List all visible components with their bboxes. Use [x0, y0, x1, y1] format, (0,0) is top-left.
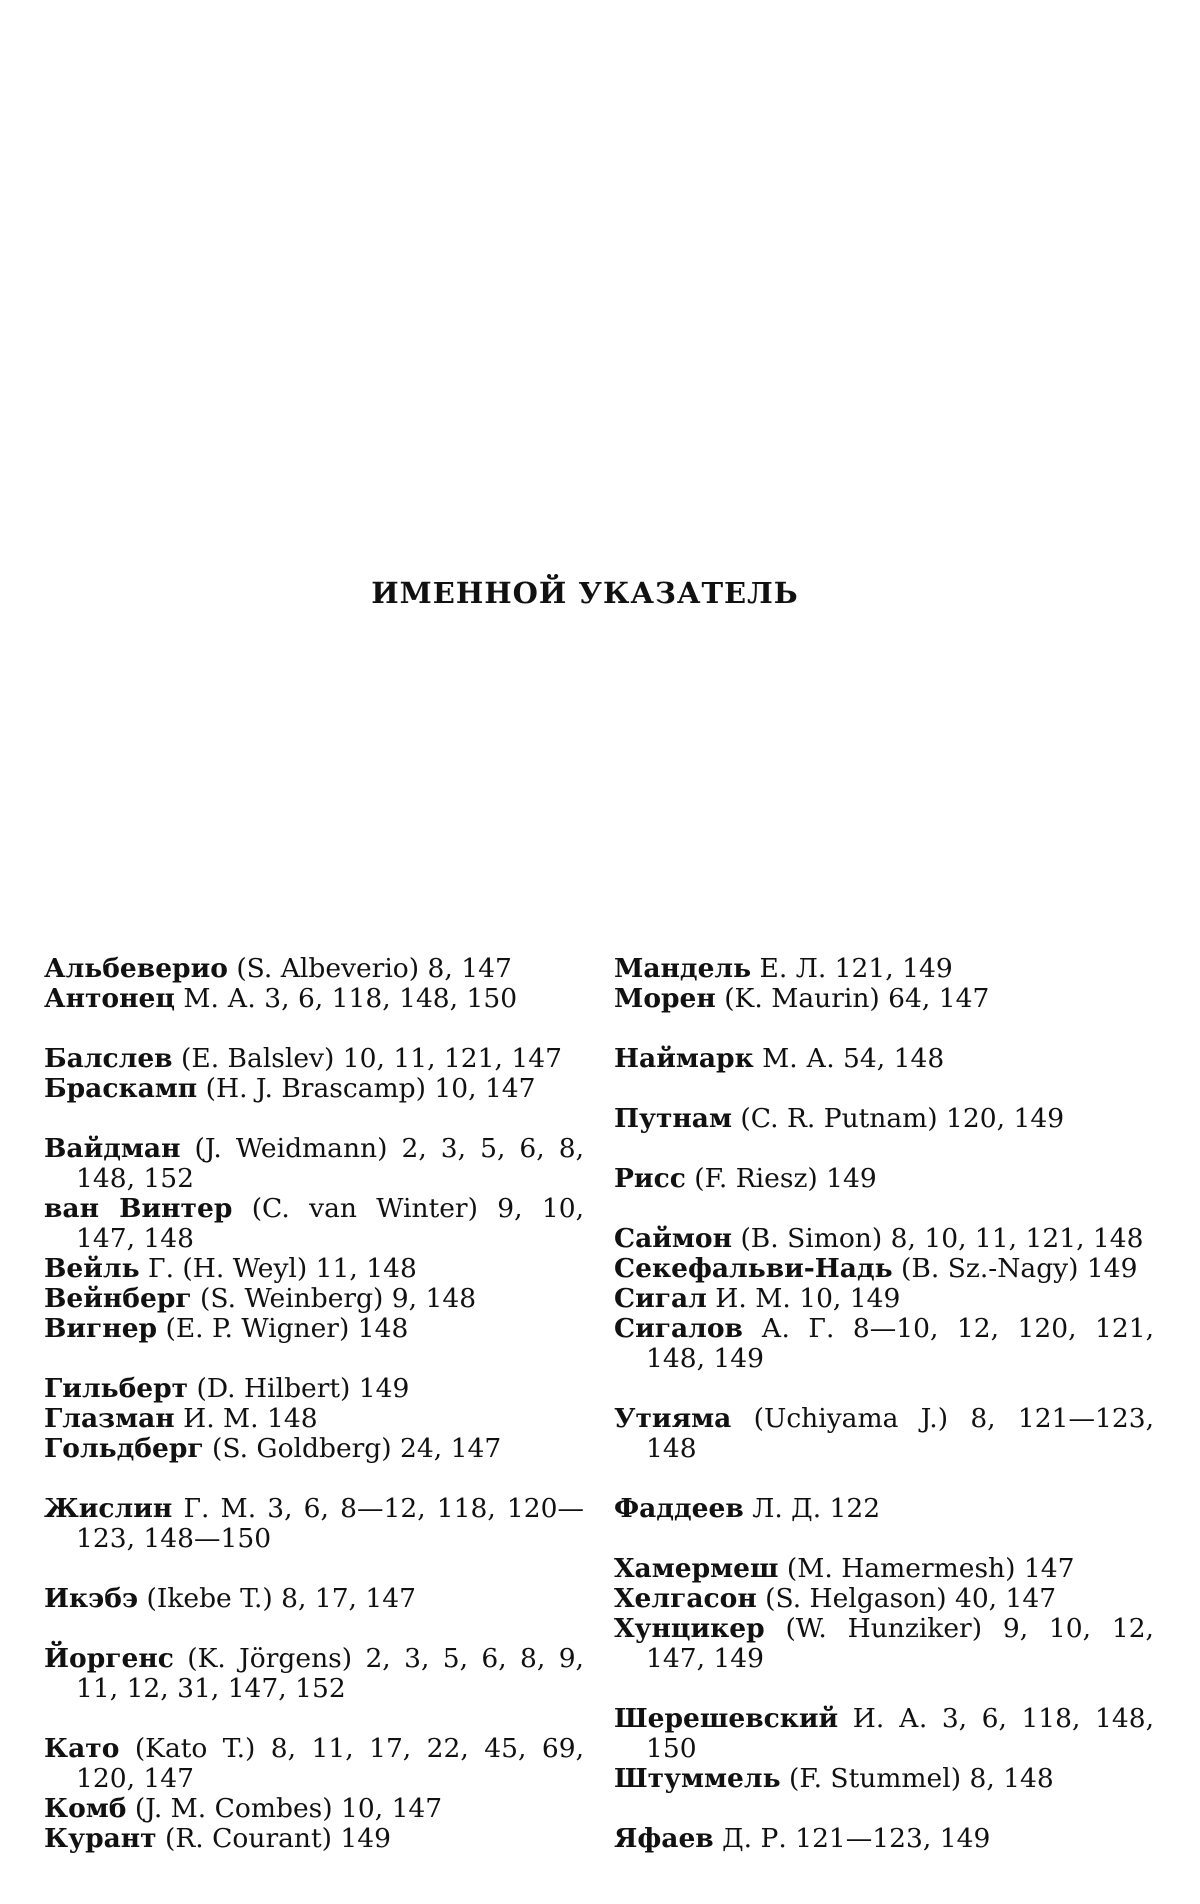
entry-references: Л. Д. 122 — [743, 1493, 881, 1524]
index-column-left — [44, 954, 584, 1854]
index-entry — [614, 1824, 1154, 1854]
index-letter-group — [614, 1494, 1154, 1524]
entry-name: Секефальви-Надь — [614, 1253, 893, 1284]
entry-references: М. А. 3, 6, 118, 148, 150 — [174, 983, 518, 1014]
index-entry — [614, 1314, 1154, 1374]
entry-name: Вейль — [44, 1253, 140, 1284]
index-entry — [44, 1254, 584, 1284]
index-letter-group — [614, 1824, 1154, 1854]
index-letter-group — [614, 954, 1154, 1014]
index-entry — [44, 1734, 584, 1794]
entry-references: (J. Weidmann) 2, 3, 5, 6, 8, 148, 152 — [76, 1133, 584, 1194]
index-letter-group — [44, 954, 584, 1014]
entry-name: Браскамп — [44, 1073, 198, 1104]
entry-references: (R. Courant) 149 — [156, 1823, 391, 1854]
entry-references: (M. Hamermesh) 147 — [778, 1553, 1075, 1584]
index-entry — [614, 954, 1154, 984]
entry-references: (C. R. Putnam) 120, 149 — [732, 1103, 1065, 1134]
index-entry — [614, 1224, 1154, 1254]
entry-name: Икэбэ — [44, 1583, 139, 1614]
entry-name: Штуммель — [614, 1763, 781, 1794]
index-letter-group — [44, 1494, 584, 1554]
index-entry — [44, 1314, 584, 1344]
entry-references: (Kato T.) 8, 11, 17, 22, 45, 69, 120, 147 — [76, 1733, 584, 1794]
index-entry — [44, 1134, 584, 1194]
index-letter-group — [44, 1644, 584, 1704]
entry-references: (K. Jörgens) 2, 3, 5, 6, 8, 9, 11, 12, 31, 147, 152 — [76, 1643, 584, 1704]
entry-name: Сигал — [614, 1283, 707, 1314]
index-entry — [614, 1044, 1154, 1074]
entry-name: Комб — [44, 1793, 127, 1824]
entry-name: Антонец — [44, 983, 175, 1014]
entry-name: Вайдман — [44, 1133, 181, 1164]
entry-references: (D. Hilbert) 149 — [188, 1373, 410, 1404]
entry-references: Д. Р. 121—123, 149 — [713, 1823, 991, 1854]
index-entry — [614, 1404, 1154, 1464]
index-entry — [44, 1074, 584, 1104]
entry-references: (K. Maurin) 64, 147 — [715, 983, 990, 1014]
index-entry — [44, 1584, 584, 1614]
index-letter-group — [44, 1044, 584, 1104]
index-entry — [614, 1764, 1154, 1794]
index-entry — [44, 1434, 584, 1464]
entry-references: И. М. 10, 149 — [706, 1283, 901, 1314]
entry-references: (S. Weinberg) 9, 148 — [191, 1283, 477, 1314]
index-entry — [614, 1494, 1154, 1524]
entry-name: Глазман — [44, 1403, 175, 1434]
index-entry — [614, 1284, 1154, 1314]
index-letter-group — [614, 1104, 1154, 1134]
index-entry — [614, 1614, 1154, 1674]
entry-references: (W. Hunziker) 9, 10, 12, 147, 149 — [646, 1613, 1154, 1674]
entry-references: (Uchiyama J.) 8, 121—123, 148 — [646, 1403, 1154, 1464]
index-letter-group — [44, 1374, 584, 1464]
index-letter-group — [614, 1704, 1154, 1794]
index-letter-group — [44, 1584, 584, 1614]
entry-references: (E. Balslev) 10, 11, 121, 147 — [172, 1043, 562, 1074]
entry-name: Альбеверио — [44, 953, 228, 984]
entry-name: ван Винтер — [44, 1193, 233, 1224]
entry-references: И. А. 3, 6, 118, 148, 150 — [646, 1703, 1154, 1764]
entry-references: (F. Stummel) 8, 148 — [780, 1763, 1054, 1794]
entry-name: Хелгасон — [614, 1583, 757, 1614]
index-entry — [44, 1284, 584, 1314]
entry-name: Вигнер — [44, 1313, 158, 1344]
index-letter-group — [614, 1404, 1154, 1464]
entry-references: (E. P. Wigner) 148 — [157, 1313, 409, 1344]
entry-name: Саймон — [614, 1223, 733, 1254]
entry-references: (S. Albeverio) 8, 147 — [227, 953, 512, 984]
entry-name: Йоргенс — [44, 1643, 174, 1674]
entry-references: (S. Helgason) 40, 147 — [756, 1583, 1057, 1614]
entry-references: (B. Sz.-Nagy) 149 — [892, 1253, 1138, 1284]
entry-name: Вейнберг — [44, 1283, 192, 1314]
entry-name: Хунцикер — [614, 1613, 765, 1644]
index-entry — [44, 984, 584, 1014]
index-entry — [614, 1164, 1154, 1194]
entry-name: Яфаев — [614, 1823, 714, 1854]
entry-name: Морен — [614, 983, 716, 1014]
index-entry — [44, 1044, 584, 1074]
entry-references: (J. M. Combes) 10, 147 — [126, 1793, 443, 1824]
index-letter-group — [614, 1044, 1154, 1074]
index-entry — [614, 1584, 1154, 1614]
index-entry — [44, 954, 584, 984]
entry-references: И. М. 148 — [174, 1403, 318, 1434]
entry-name: Наймарк — [614, 1043, 754, 1074]
entry-references: (C. van Winter) 9, 10, 147, 148 — [76, 1193, 584, 1254]
entry-name: Хамермеш — [614, 1553, 779, 1584]
index-entry — [614, 984, 1154, 1014]
entry-name: Утияма — [614, 1403, 732, 1434]
index-entry — [614, 1554, 1154, 1584]
entry-references: Е. Л. 121, 149 — [751, 953, 953, 984]
entry-references: (F. Riesz) 149 — [685, 1163, 877, 1194]
index-letter-group — [44, 1734, 584, 1854]
entry-references: (B. Simon) 8, 10, 11, 121, 148 — [732, 1223, 1144, 1254]
index-entry — [614, 1104, 1154, 1134]
entry-references: (S. Goldberg) 24, 147 — [203, 1433, 502, 1464]
index-entry — [44, 1194, 584, 1254]
page-title: ИМЕННОЙ УКАЗАТЕЛЬ — [371, 576, 799, 610]
entry-name: Като — [44, 1733, 120, 1764]
index-entry — [614, 1254, 1154, 1284]
index-letter-group — [614, 1224, 1154, 1374]
entry-name: Гильберт — [44, 1373, 189, 1404]
index-entry — [44, 1644, 584, 1704]
entry-name: Мандель — [614, 953, 752, 984]
entry-name: Шерешевский — [614, 1703, 839, 1734]
entry-references: М. А. 54, 148 — [753, 1043, 945, 1074]
entry-name: Гольдберг — [44, 1433, 204, 1464]
entry-name: Сигалов — [614, 1313, 743, 1344]
index-entry — [44, 1374, 584, 1404]
entry-name: Жислин — [44, 1493, 173, 1524]
entry-references: А. Г. 8—10, 12, 120, 121, 148, 149 — [646, 1313, 1154, 1374]
index-letter-group — [614, 1554, 1154, 1674]
index-entry — [614, 1704, 1154, 1764]
index-entry — [44, 1824, 584, 1854]
index-entry — [44, 1794, 584, 1824]
entry-references: Г. (H. Weyl) 11, 148 — [139, 1253, 417, 1284]
entry-references: Г. М. 3, 6, 8—12, 118, 120—123, 148—150 — [76, 1493, 584, 1554]
index-entry — [44, 1404, 584, 1434]
entry-references: (Ikebe T.) 8, 17, 147 — [138, 1583, 416, 1614]
entry-name: Путнам — [614, 1103, 732, 1134]
entry-references: (H. J. Brascamp) 10, 147 — [197, 1073, 536, 1104]
entry-name: Рисс — [614, 1163, 686, 1194]
index-letter-group — [614, 1164, 1154, 1194]
index-letter-group — [44, 1134, 584, 1344]
entry-name: Курант — [44, 1823, 157, 1854]
entry-name: Балслев — [44, 1043, 173, 1074]
index-column-right — [614, 954, 1154, 1854]
entry-name: Фаддеев — [614, 1493, 744, 1524]
index-entry — [44, 1494, 584, 1554]
